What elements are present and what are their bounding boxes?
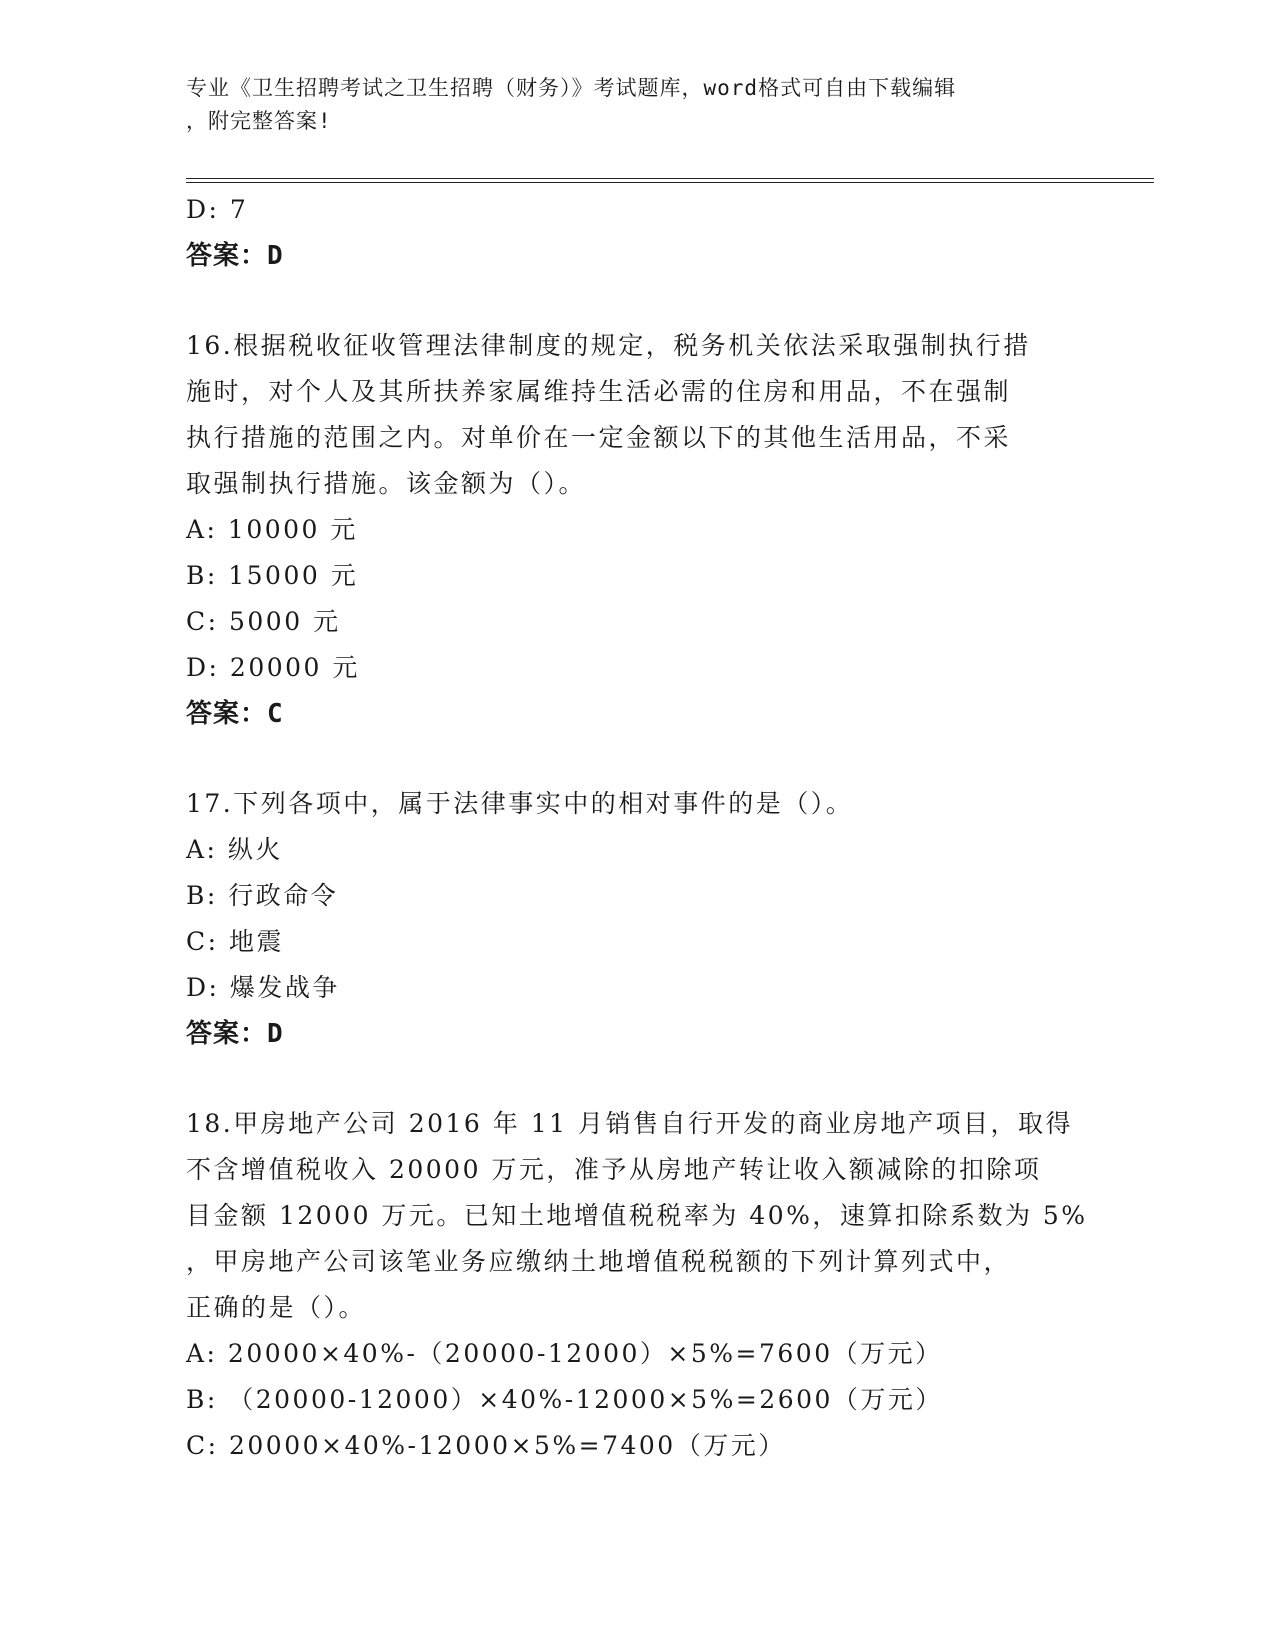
answer: 答案：D xyxy=(186,1019,284,1049)
option-d: D: 爆发战争 xyxy=(186,973,340,1002)
question-16 xyxy=(186,323,1086,737)
spacer xyxy=(186,1057,1086,1101)
answer: 答案：D xyxy=(186,241,284,271)
option-a: A: 纵火 xyxy=(186,835,283,864)
option-c: C: 地震 xyxy=(186,927,284,956)
option-c: C: 20000×40%-12000×5%=7400（万元） xyxy=(186,1431,786,1460)
option-d: D: 7 xyxy=(186,195,249,224)
header-line-1: 专业《卫生招聘考试之卫生招聘（财务）》考试题库，word格式可自由下载编辑 xyxy=(186,76,957,100)
option-a: A: 20000×40%-（20000-12000）×5%=7600（万元） xyxy=(186,1339,943,1368)
question-text-line: 18.甲房地产公司 2016 年 11 月销售自行开发的商业房地产项目，取得 xyxy=(186,1109,1073,1138)
document-header xyxy=(186,72,1066,138)
header-divider-second xyxy=(186,182,1154,183)
option-c: C: 5000 元 xyxy=(186,607,341,636)
question-text-line: 不含增值税收入 20000 万元，准予从房地产转让收入额减除的扣除项 xyxy=(186,1155,1042,1184)
spacer xyxy=(186,737,1086,781)
question-text-line: 目金额 12000 万元。已知土地增值税税率为 40%，速算扣除系数为 5% xyxy=(186,1201,1088,1230)
question-text-line: ，甲房地产公司该笔业务应缴纳土地增值税税额的下列计算列式中， xyxy=(186,1247,1012,1276)
option-b: B: 行政命令 xyxy=(186,881,339,910)
question-text-line: 16.根据税收征收管理法律制度的规定，税务机关依法采取强制执行措 xyxy=(186,331,1031,360)
document-body xyxy=(186,187,1086,1469)
question-18 xyxy=(186,1101,1086,1469)
question-17 xyxy=(186,781,1086,1057)
question-text-line: 施时，对个人及其所扶养家属维持生活必需的住房和用品，不在强制 xyxy=(186,377,1012,406)
option-d: D: 20000 元 xyxy=(186,653,360,682)
question-text-line: 正确的是（）。 xyxy=(186,1293,367,1322)
question-text-line: 17.下列各项中，属于法律事实中的相对事件的是（）。 xyxy=(186,789,854,818)
header-divider xyxy=(186,178,1154,179)
option-b: B: 15000 元 xyxy=(186,561,359,590)
option-b: B: （20000-12000）×40%-12000×5%=2600（万元） xyxy=(186,1385,943,1414)
question-text-line: 取强制执行措施。该金额为（）。 xyxy=(186,469,587,498)
header-line-2: ，附完整答案! xyxy=(186,109,332,133)
spacer xyxy=(186,279,1086,323)
answer: 答案：C xyxy=(186,699,284,729)
question-text-line: 执行措施的范围之内。对单价在一定金额以下的其他生活用品，不采 xyxy=(186,423,1012,452)
previous-question-tail xyxy=(186,187,1086,279)
option-a: A: 10000 元 xyxy=(186,515,358,544)
